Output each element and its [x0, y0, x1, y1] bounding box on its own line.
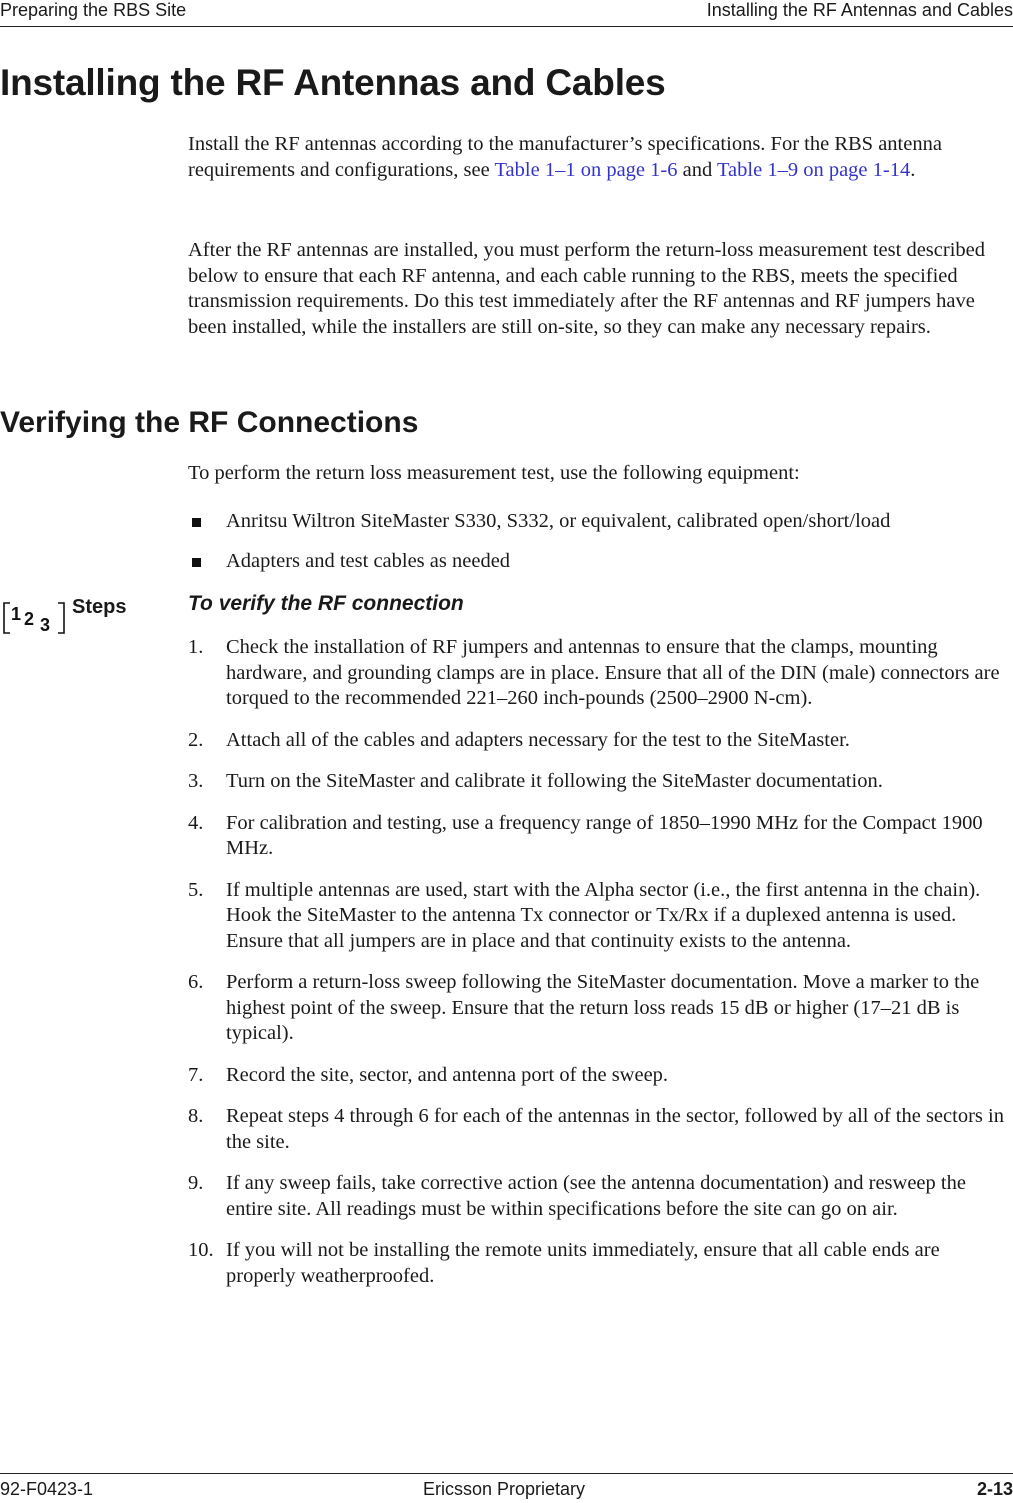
step-item: [188, 970, 1013, 1047]
table-1-9-link[interactable]: Table 1–9 on page 1-14: [716, 158, 911, 181]
section-title: Verifying the RF Connections: [0, 406, 419, 439]
step-number: 8.: [188, 1105, 204, 1127]
step-item: [188, 1238, 1013, 1289]
page-number: 2-13: [976, 1479, 1013, 1499]
page-title: Installing the RF Antennas and Cables: [0, 62, 666, 103]
step-number: 2.: [188, 728, 204, 751]
step-item: [188, 811, 1013, 862]
document-number: 92-F0423-1: [0, 1479, 94, 1499]
step-number: 10.: [188, 1239, 214, 1261]
steps-icon-digit-3: 3: [40, 615, 51, 635]
step-text: If you will not be installing the remote units immediately, ensure that all cable ends are properly weatherproofed.: [226, 1239, 940, 1287]
list-item: [188, 509, 1013, 535]
intro-paragraph-2: After the RF antennas are installed, you must perform the return-loss measurement test described below to ensure that each RF antenna, and each cable running to the RBS, meets the specified transmission requirements. Do this test immediately after the RF antennas and RF jumpers have been installed, while the installers are still on-site, so they can make any necessary repairs.: [188, 239, 985, 338]
step-text: If any sweep fails, take corrective action (see the antenna documentation) and resweep the entire site. All readings must be within specifications before the site can go on air.: [226, 1172, 966, 1220]
step-item: [188, 878, 1013, 955]
bullet-text: Anritsu Wiltron SiteMaster S330, S332, or equivalent, calibrated open/short/load: [226, 510, 891, 532]
steps-icon-digit-2: 2: [24, 609, 35, 629]
step-item: [188, 635, 1013, 712]
page-footer: [0, 1473, 1013, 1503]
bullet-text: Adapters and test cables as needed: [226, 549, 511, 572]
step-item: [188, 1104, 1013, 1155]
procedure-steps: [188, 635, 1013, 1305]
proprietary-notice: Ericsson Proprietary: [423, 1479, 586, 1499]
intro-text: Install the RF antennas according to the manufacturer’s specifications. For the RBS antenna requirements and configurations, see: [188, 133, 942, 181]
intro-paragraph-1: [188, 132, 1013, 183]
step-item: [188, 1063, 1013, 1089]
step-number: 1.: [188, 636, 204, 658]
steps-label: Steps: [72, 596, 127, 618]
step-number: 9.: [188, 1172, 204, 1194]
step-number: 7.: [188, 1063, 204, 1086]
bullet-icon: [192, 558, 201, 567]
bullet-icon: [192, 518, 201, 527]
step-text: Check the installation of RF jumpers and antennas to ensure that the clamps, mounting hardware, and grounding clamps are in place. Ensure that all of the DIN (male) connectors are torqued to the recommended 221–260 inch-pounds (2500–2900 N-cm).: [226, 636, 1000, 709]
header-chapter: Preparing the RBS Site: [0, 0, 187, 20]
step-number: 3.: [188, 770, 204, 792]
equipment-list: [188, 509, 1013, 588]
step-item: [188, 728, 1013, 754]
steps-icon-digit-1: 1: [11, 604, 22, 624]
step-number: 4.: [188, 811, 204, 834]
intro-text-end: .: [910, 158, 916, 181]
step-item: [188, 769, 1013, 795]
table-1-1-link[interactable]: Table 1–1 on page 1-6: [494, 158, 678, 181]
procedure-title: To verify the RF connection: [188, 592, 464, 615]
step-number: 5.: [188, 878, 204, 901]
page-header: [0, 0, 1013, 27]
section-lead: To perform the return loss measurement test, use the following equipment:: [188, 462, 800, 484]
steps-icon: [2, 598, 66, 638]
step-text: If multiple antennas are used, start with the Alpha sector (i.e., the first antenna in the chain). Hook the SiteMaster to the antenna Tx connector or Tx/Rx if a duplexed antenna is used. Ensure that all jumpers are in place and that continuity exists to the antenna.: [226, 878, 981, 952]
step-item: [188, 1171, 1013, 1222]
step-text: Repeat steps 4 through 6 for each of the antennas in the sector, followed by all of the sectors in the site.: [226, 1105, 1004, 1153]
step-text: Attach all of the cables and adapters necessary for the test to the SiteMaster.: [226, 728, 850, 751]
step-text: Perform a return-loss sweep following the SiteMaster documentation. Move a marker to the highest point of the sweep. Ensure that the return loss reads 15 dB or higher (17–21 dB is typical).: [226, 971, 980, 1044]
step-text: For calibration and testing, use a frequency range of 1850–1990 MHz for the Compact 1900 MHz.: [226, 811, 983, 859]
step-number: 6.: [188, 971, 204, 993]
step-text: Turn on the SiteMaster and calibrate it following the SiteMaster documentation.: [226, 770, 883, 792]
step-text: Record the site, sector, and antenna port of the sweep.: [226, 1063, 669, 1086]
intro-text-and: and: [677, 158, 717, 181]
header-section: Installing the RF Antennas and Cables: [706, 0, 1013, 20]
list-item: [188, 549, 1013, 575]
